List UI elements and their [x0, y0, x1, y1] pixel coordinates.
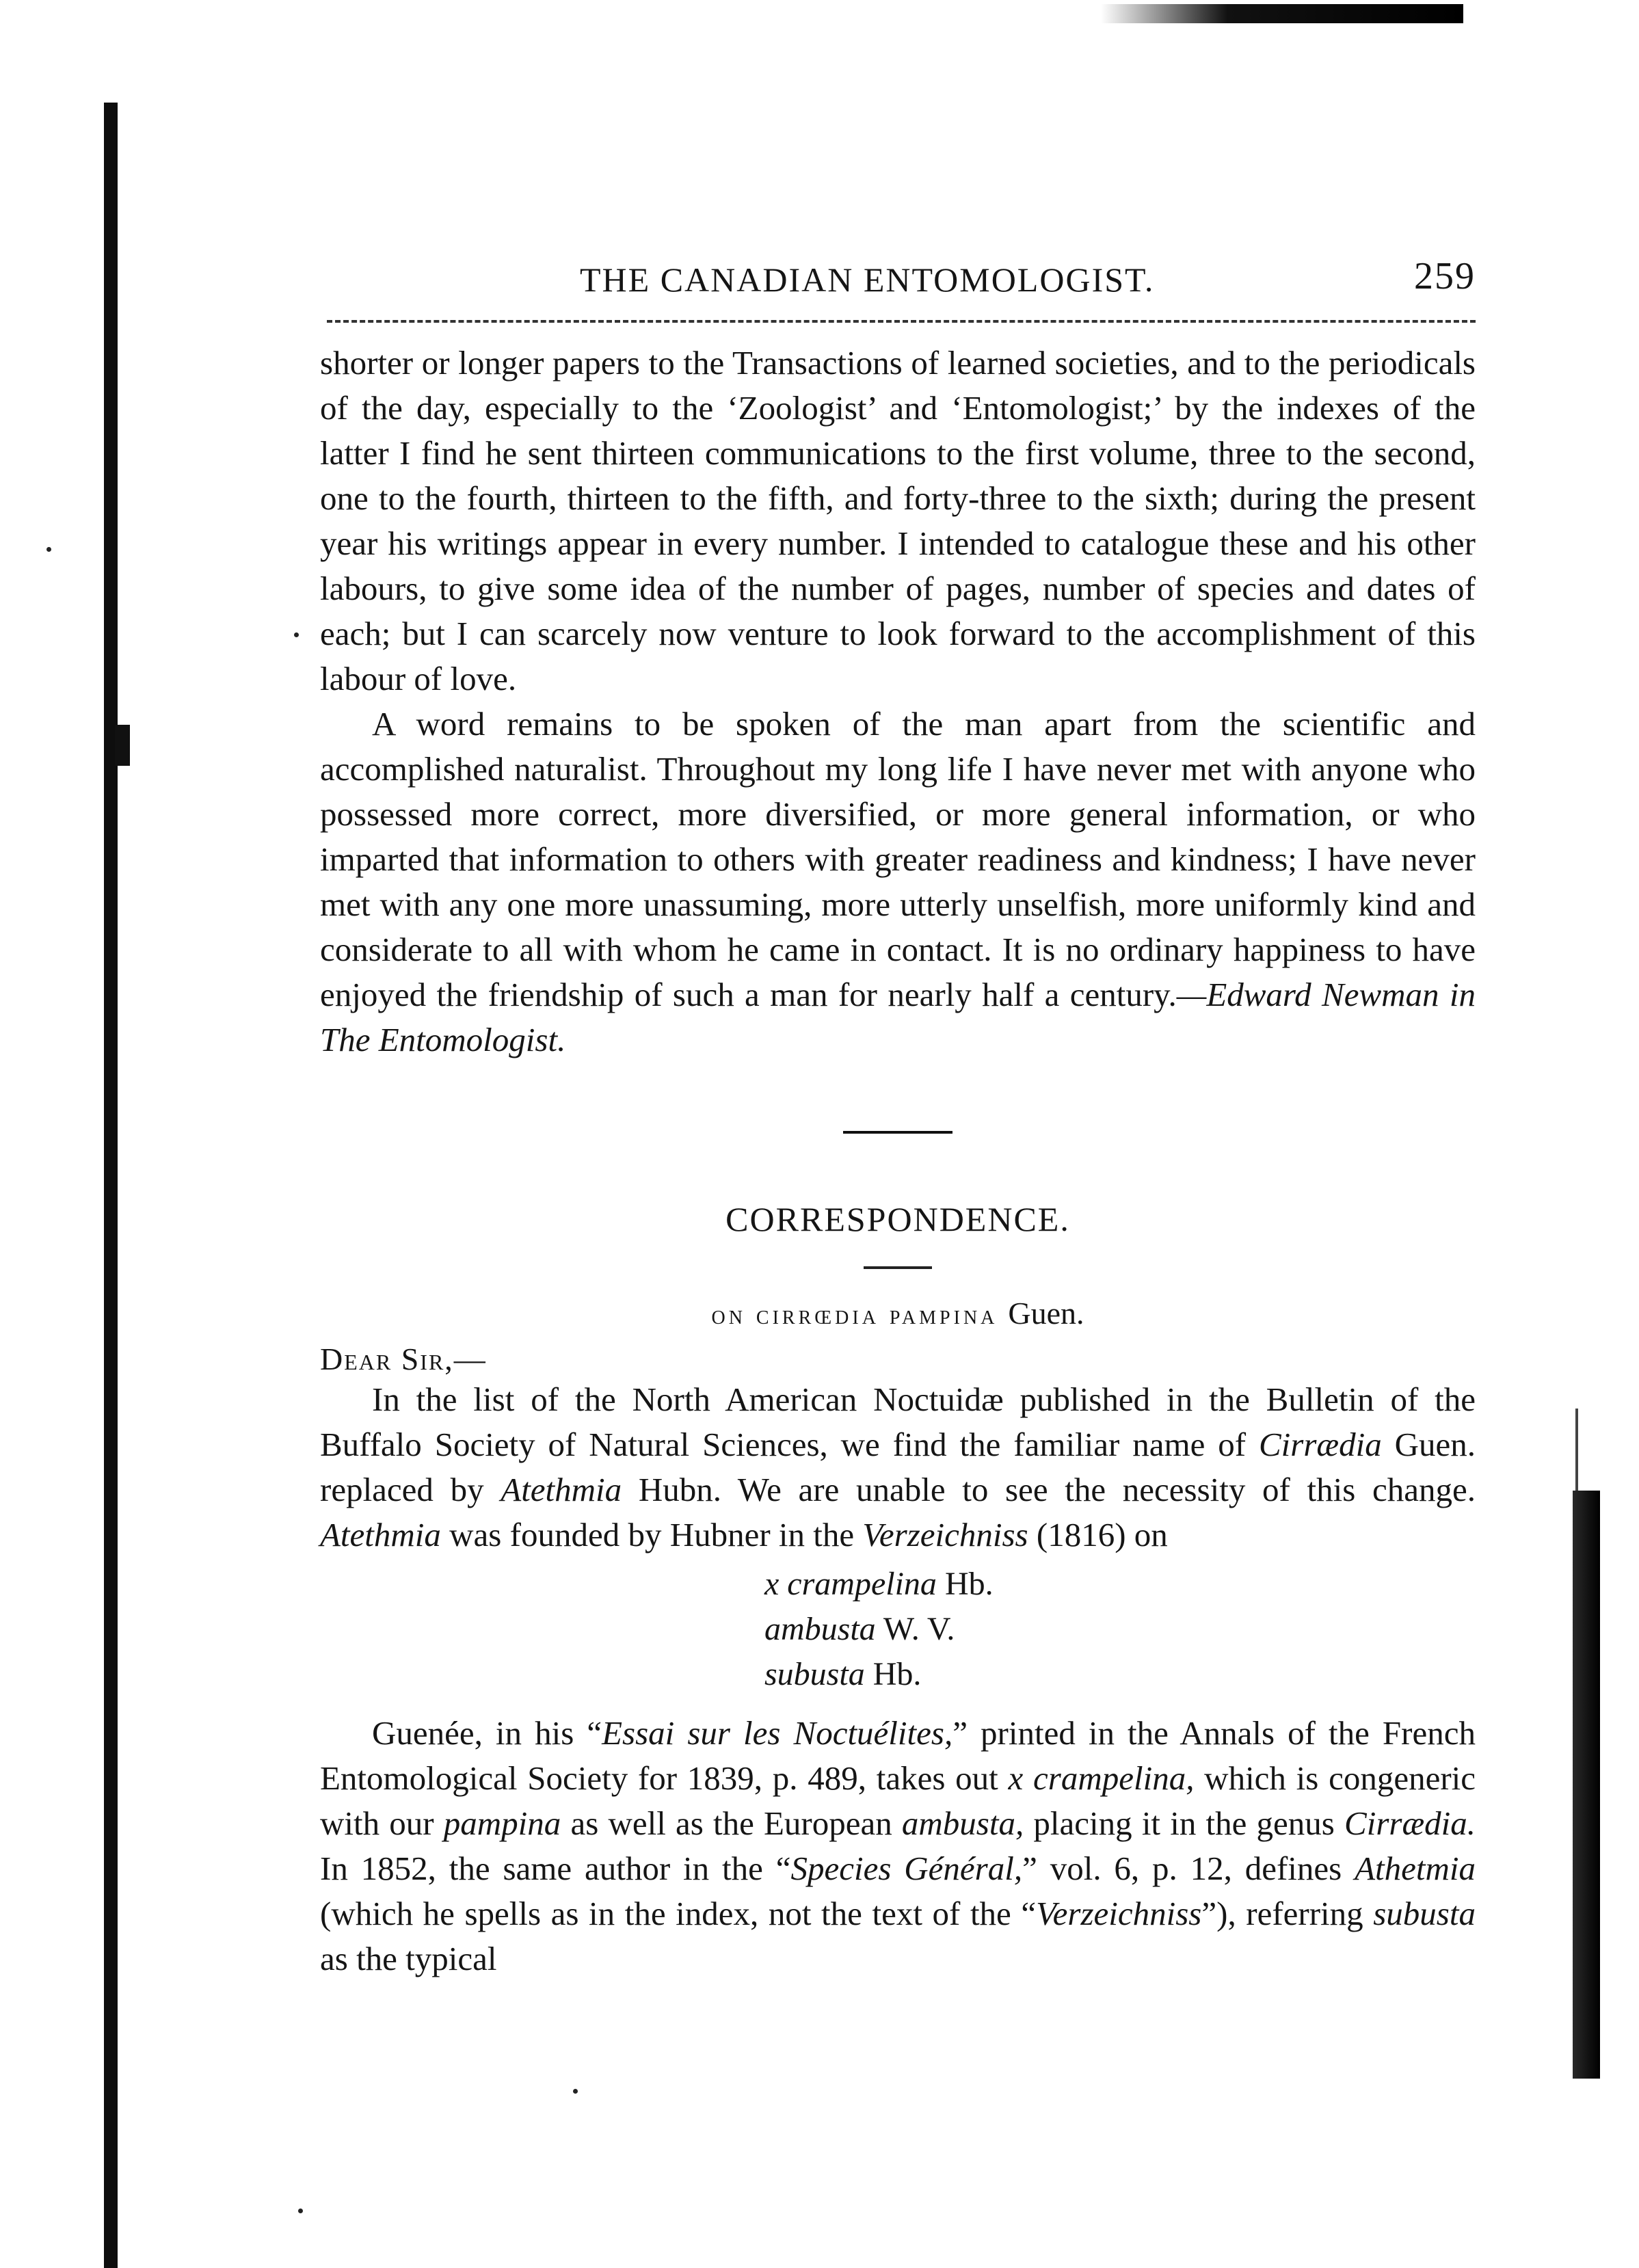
- speck: [294, 632, 299, 637]
- obituary-paragraph-1: shorter or longer papers to the Transactions of learned societies, and to the periodicals of the day, especially to the ‘Zoologist’ and ‘Entomologist;’ by the indexes of the latter I find he sent thirteen communications to the first volume, three to the second, one to the fourth, thirteen to the fifth, and forty-three to the sixth; during the present year his writings appear in every number. I intended to catalogue these and his other labours, to give some idea of the number of pages, number of species and dates of each; but I can scarcely now venture to look forward to the accomplishment of this labour of love.: [320, 344, 1476, 697]
- letter-paragraph-2: [320, 1711, 1476, 1982]
- genus-name: Athetmia: [1355, 1850, 1476, 1887]
- page-number: 259: [1414, 255, 1476, 297]
- obituary-paragraph-2-text: A word remains to be spoken of the man apart from the scientific and accomplished naturalist. Throughout my long life I have never met with anyone who possessed more correct, more diversified, or more general information, or who imparted that information to others with greater readiness and kindness; I have never met with any one more unassuming, more utterly unselfish, more uniformly kind and considerate to all with whom he came in contact. It is no ordinary happiness to have enjoyed the friendship of such a man for nearly half a century.: [320, 705, 1476, 1013]
- obituary-paragraph-2: [320, 702, 1476, 1063]
- species-item: [764, 1562, 1476, 1607]
- section-separator: [843, 1131, 952, 1134]
- text-run: ” printed in the Annals of the French Entomological Society for 1839, p. 489, takes out: [320, 1714, 1476, 1797]
- work-title: Species Général,: [790, 1850, 1023, 1887]
- text-run: Guen. replaced by: [320, 1426, 1476, 1508]
- species-name: x crampelina,: [1008, 1759, 1195, 1797]
- genus-name: Cirrædia.: [1344, 1804, 1476, 1842]
- text-run: placing it in the genus: [1024, 1804, 1345, 1842]
- species-item: [764, 1607, 1476, 1652]
- title-underline: [864, 1266, 932, 1269]
- scan-edge-top: [1101, 4, 1463, 23]
- page: [320, 246, 1476, 1982]
- obituary-signature: —Edward Newman in The Entomologist.: [320, 976, 1476, 1058]
- scan-edge-left: [104, 103, 118, 2268]
- journal-title: THE CANADIAN ENTOMOLOGIST.: [580, 261, 1155, 299]
- speck: [46, 547, 51, 552]
- species-name: ambusta: [764, 1611, 876, 1647]
- genus-name: Atethmia: [501, 1471, 622, 1508]
- scan-edge-right: [1573, 1491, 1600, 2079]
- work-title: Verzeichniss: [1036, 1895, 1202, 1932]
- species-author: Hb.: [944, 1566, 994, 1602]
- species-name: ambusta,: [901, 1804, 1024, 1842]
- scan-mark-left: [115, 725, 130, 766]
- genus-name: Cirrædia: [1258, 1426, 1382, 1463]
- text-run: which is congeneric with our: [320, 1759, 1476, 1842]
- text-run: Guenée, in his “: [372, 1714, 602, 1752]
- species-name: subusta: [1373, 1895, 1476, 1932]
- species-list: [764, 1562, 1476, 1697]
- text-run: was founded by Hubner in the: [440, 1516, 863, 1553]
- text-run: (which he spells as in the index, not the text of the “: [320, 1895, 1037, 1932]
- text-run: Hubn. We are unable to see the necessity of this change.: [622, 1471, 1476, 1508]
- text-run: In the list of the North American Noctuidæ published in the Bulletin of the Buffalo Society of Natural Sciences, we find the familiar name of: [320, 1380, 1476, 1463]
- text-run: (1816) on: [1028, 1516, 1168, 1553]
- salutation: Dear Sir,—: [320, 1342, 487, 1376]
- species-author: Hb.: [872, 1656, 922, 1692]
- letter-paragraph-1: [320, 1377, 1476, 1558]
- speck: [298, 2209, 303, 2213]
- running-head: [320, 246, 1476, 315]
- text-run: as well as the European: [561, 1804, 902, 1842]
- work-title: Verzeichniss: [862, 1516, 1028, 1553]
- text-run: In 1852, the same author in the “: [320, 1850, 791, 1887]
- subject-prefix: on cirrœdia pampina: [711, 1299, 998, 1330]
- genus-name: Atethmia: [320, 1516, 441, 1553]
- species-name: x crampelina: [764, 1566, 937, 1602]
- subject-author: Guen.: [1008, 1296, 1084, 1331]
- scan-edge-right-thin: [1575, 1409, 1578, 1497]
- text-run: ”), referring: [1201, 1895, 1374, 1932]
- species-item: [764, 1652, 1476, 1697]
- header-rule: [327, 320, 1476, 323]
- work-title: Essai sur les Noctuélites,: [602, 1714, 953, 1752]
- species-author: W. V.: [883, 1611, 955, 1647]
- text-run: ” vol. 6, p. 12, defines: [1022, 1850, 1355, 1887]
- letter-subject: [320, 1295, 1476, 1331]
- section-title: CORRESPONDENCE.: [725, 1200, 1070, 1238]
- species-name: subusta: [764, 1656, 865, 1692]
- text-run: as the typical: [320, 1940, 497, 1977]
- species-name: pampina: [443, 1804, 561, 1842]
- speck: [573, 2089, 578, 2094]
